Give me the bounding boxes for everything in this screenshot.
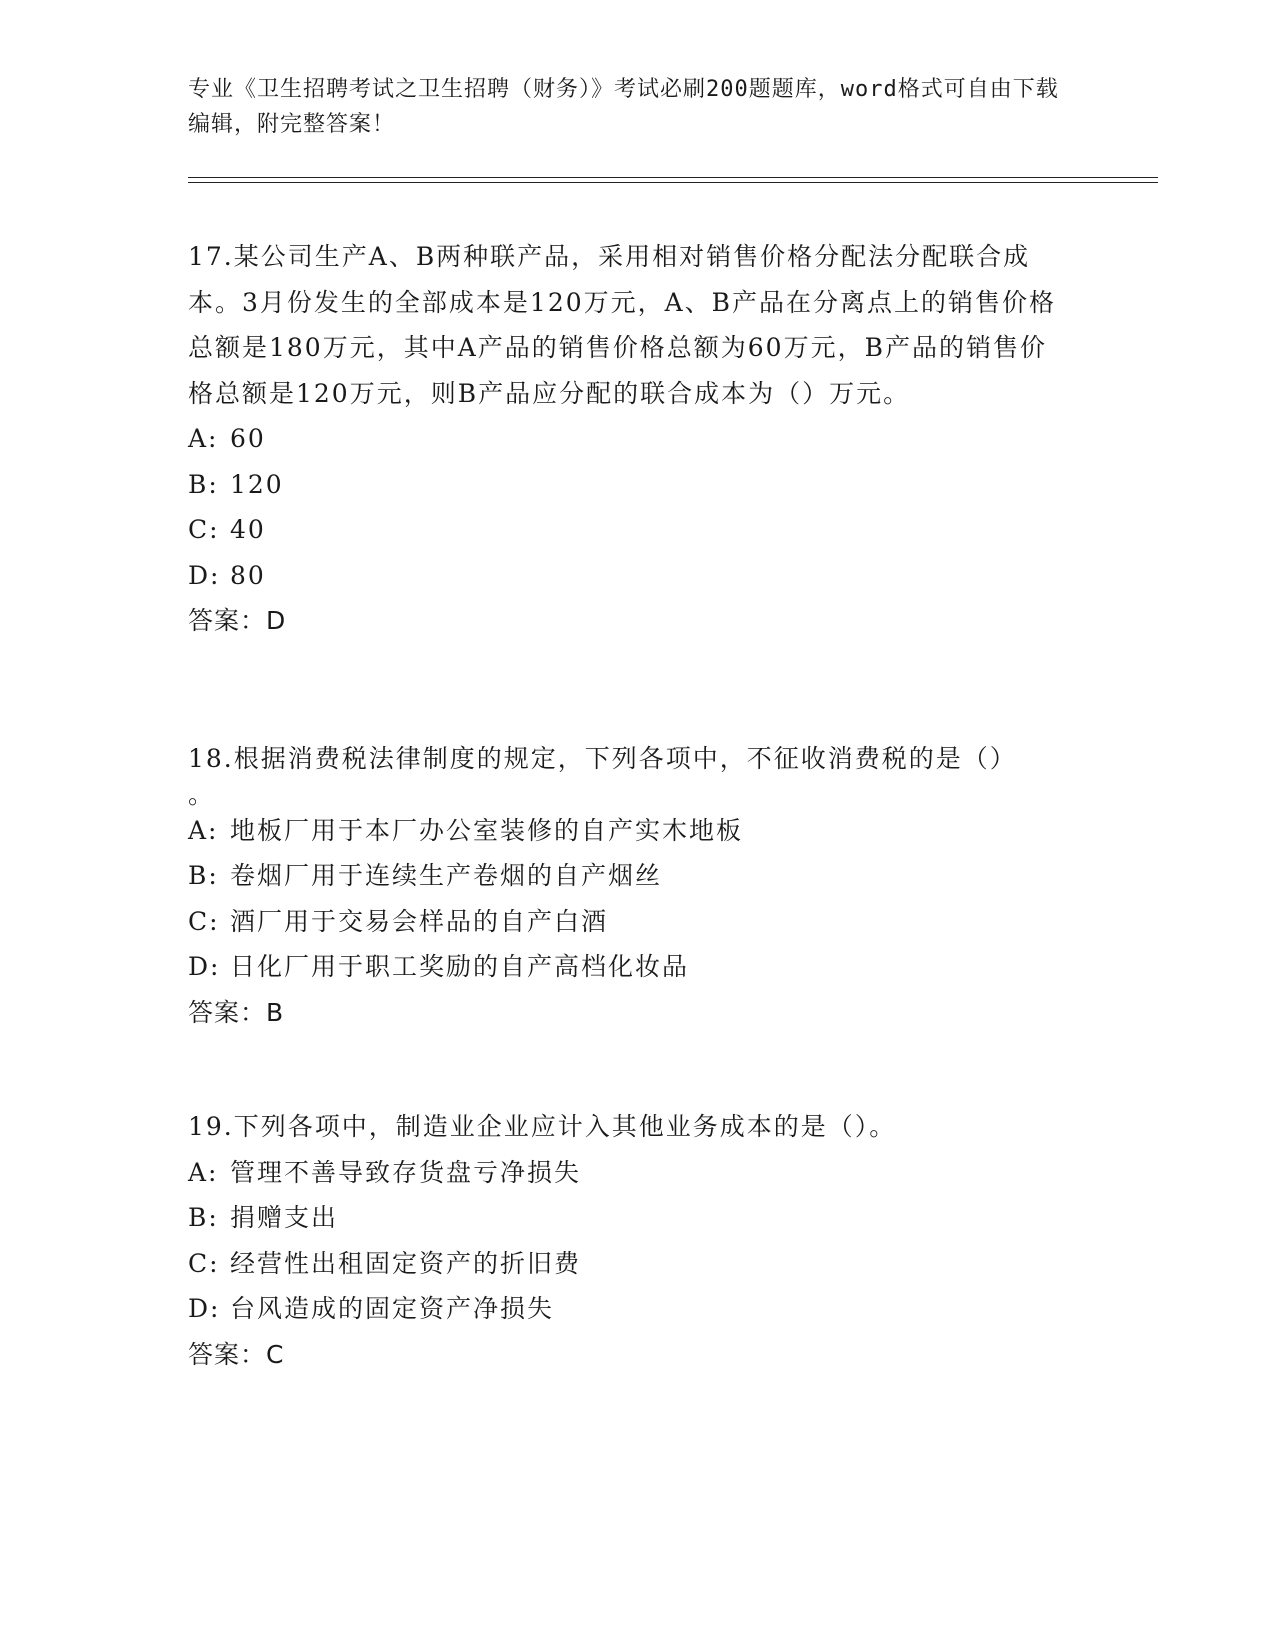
- answer-line: 答案：C: [188, 1339, 285, 1369]
- option-letter: A:: [188, 815, 219, 845]
- option-letter: A:: [188, 424, 219, 453]
- option-text: 管理不善导致存货盘亏净损失: [230, 1157, 582, 1187]
- question-stem-tail: 。: [188, 779, 216, 809]
- option-text: 40: [230, 515, 266, 544]
- option-text: 酒厂用于交易会样品的自产白酒: [230, 906, 609, 936]
- option-letter: D:: [188, 1294, 221, 1323]
- option-b: [188, 853, 1068, 899]
- option-d: [188, 553, 1068, 599]
- option-a: [188, 808, 1068, 854]
- option-text: 80: [230, 560, 266, 590]
- option-letter: C:: [188, 515, 220, 544]
- option-letter: D:: [188, 560, 221, 590]
- option-letter: C:: [188, 906, 220, 936]
- option-a: [188, 1150, 1068, 1196]
- option-c: [188, 1241, 1068, 1287]
- option-text: 日化厂用于职工奖励的自产高档化妆品: [230, 952, 690, 981]
- option-b: [188, 462, 1068, 508]
- option-text: 地板厂用于本厂办公室装修的自产实木地板: [230, 815, 744, 845]
- option-text: 台风造成的固定资产净损失: [230, 1294, 555, 1323]
- answer-line: 答案：D: [188, 606, 287, 635]
- question-stem: 19.下列各项中，制造业企业应计入其他业务成本的是（）。: [188, 1112, 897, 1141]
- option-letter: D:: [188, 952, 221, 981]
- option-text: 捐赠支出: [230, 1203, 339, 1232]
- question-stem: [188, 736, 1068, 808]
- header-divider-bottom: [188, 182, 1158, 183]
- option-text: 60: [230, 424, 266, 453]
- question-18: [188, 736, 1068, 1035]
- option-letter: B:: [188, 469, 219, 499]
- header-divider-top: [188, 177, 1158, 178]
- document-header: 专业《卫生招聘考试之卫生招聘（财务）》考试必刷200题题库，word格式可自由下载编辑，附完整答案！: [188, 77, 1059, 137]
- option-a: [188, 416, 1068, 462]
- question-stem-text: 18.根据消费税法律制度的规定，下列各项中，不征收消费税的是（）: [188, 744, 1017, 773]
- option-letter: C:: [188, 1248, 220, 1278]
- option-letter: A:: [188, 1157, 219, 1187]
- option-letter: B:: [188, 1203, 219, 1232]
- option-text: 经营性出租固定资产的折旧费: [230, 1248, 582, 1278]
- question-19: [188, 1104, 1068, 1377]
- answer-line: 答案：B: [188, 997, 285, 1027]
- question-stem: 17.某公司生产A、B两种联产品，采用相对销售价格分配法分配联合成本。3月份发生的全部成本是120万元，A、B产品在分离点上的销售价格总额是180万元，其中A产品的销售价格总额为60万元，B产品的销售价格总额是120万元，则B产品应分配的联合成本为（）万元。: [188, 242, 1057, 408]
- option-text: 120: [230, 469, 284, 499]
- option-c: [188, 899, 1068, 945]
- option-d: [188, 944, 1068, 990]
- option-d: [188, 1286, 1068, 1332]
- option-text: 卷烟厂用于连续生产卷烟的自产烟丝: [230, 861, 663, 890]
- option-b: [188, 1195, 1068, 1241]
- option-c: [188, 507, 1068, 553]
- option-letter: B:: [188, 861, 219, 890]
- question-17: [188, 234, 1068, 644]
